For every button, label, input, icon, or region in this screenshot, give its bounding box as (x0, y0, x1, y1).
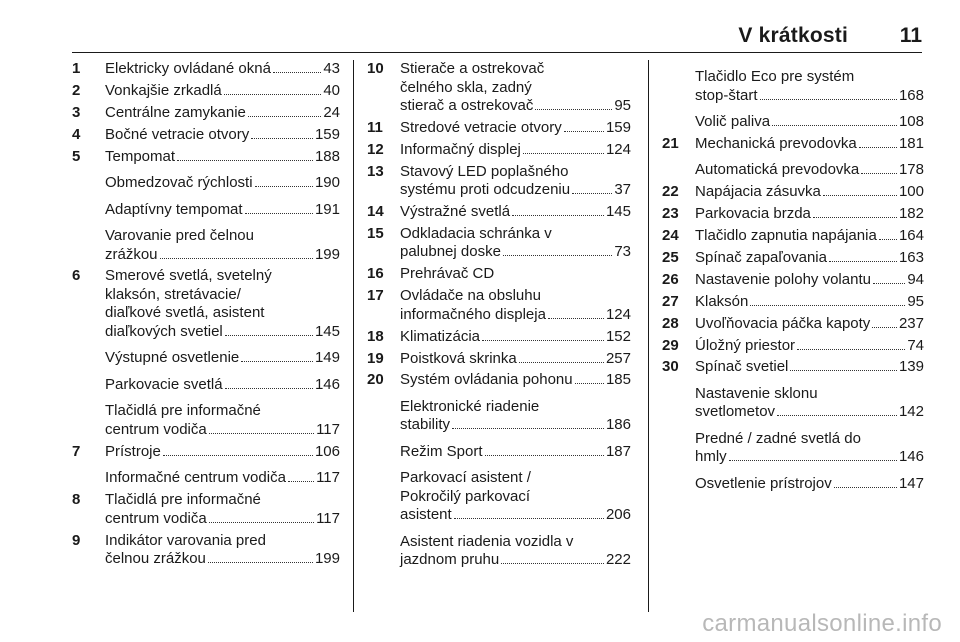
entry-text: Smerové svetlá, svetelný (105, 267, 272, 285)
entry-text: čelného skla, zadný (400, 78, 532, 96)
item-number: 12 (367, 140, 384, 158)
page-reference: 95 (614, 97, 631, 114)
entry-text: Odkladacia schránka v (400, 224, 552, 242)
index-entry (367, 265, 631, 284)
index-entry (72, 376, 340, 395)
entry-text: Klaksón (695, 292, 749, 310)
dot-leader (873, 283, 905, 284)
dot-leader (163, 455, 313, 456)
entry-text: čelnou zrážkou (105, 550, 206, 568)
dot-leader (288, 481, 314, 482)
index-entry (72, 60, 340, 79)
item-number: 14 (367, 203, 384, 221)
entry-text: Tlačidlá pre informačné (105, 491, 261, 509)
page-reference: 182 (898, 205, 924, 223)
entry-text: Volič paliva (695, 113, 771, 130)
entry-text: Informačné centrum vodiča (105, 469, 286, 487)
index-entry (662, 249, 924, 268)
item-number: 1 (72, 60, 81, 77)
dot-leader (777, 415, 897, 416)
index-entry (662, 135, 924, 154)
page-reference: 100 (898, 183, 924, 201)
entry-text: Elektronické riadenie (400, 397, 540, 415)
entry-text: Varovanie pred čelnou (105, 227, 254, 245)
item-number: 3 (72, 103, 81, 121)
page-reference: 117 (316, 509, 340, 527)
entry-text: Centrálne zamykanie (105, 103, 246, 121)
entry-text: Elektricky ovládané okná (105, 60, 271, 77)
dot-leader (564, 131, 604, 132)
dot-leader (512, 215, 604, 216)
page-reference: 199 (314, 550, 340, 568)
index-entry (72, 469, 340, 488)
index-entry (367, 371, 631, 390)
index-entry (662, 205, 924, 224)
index-entry (367, 119, 631, 138)
index-entry (367, 60, 631, 116)
item-number: 26 (662, 270, 679, 288)
page-reference: 147 (898, 474, 924, 492)
dot-leader (861, 173, 897, 174)
page-number: 11 (899, 24, 922, 47)
dot-leader (729, 460, 897, 461)
dot-leader (772, 125, 897, 126)
dot-leader (750, 305, 905, 306)
header-rule (72, 52, 922, 53)
entry-text: stierač a ostrekovač (400, 97, 534, 114)
dot-leader (454, 518, 604, 519)
item-number: 21 (662, 134, 679, 152)
entry-text: Indikátor varovania pred (105, 531, 266, 549)
entry-text: Osvetlenie prístrojov (695, 474, 832, 492)
dot-leader (572, 193, 612, 194)
column-2 (367, 60, 631, 573)
entry-text: palubnej doske (400, 243, 501, 261)
page-reference: 95 (907, 292, 924, 310)
item-number: 18 (367, 327, 384, 345)
index-entry (367, 141, 631, 160)
entry-text: Spínač svetiel (695, 358, 789, 376)
index-entry (367, 350, 631, 369)
page-reference: 37 (614, 181, 631, 199)
dot-leader (255, 186, 313, 187)
dot-leader (797, 349, 905, 350)
page-reference: 168 (898, 86, 924, 104)
index-entry (662, 475, 924, 494)
entry-text: Vonkajšie zrkadlá (105, 81, 222, 99)
index-entry (72, 491, 340, 528)
item-number: 17 (367, 287, 384, 305)
entry-text: stability (400, 416, 451, 434)
index-entry (367, 398, 631, 435)
page-reference: 73 (614, 243, 631, 261)
entry-text: Automatická prevodovka (695, 161, 860, 179)
entry-text: Prehrávač CD (400, 265, 495, 283)
page-reference: 199 (314, 245, 340, 263)
item-number: 19 (367, 349, 384, 367)
column-divider-1 (353, 60, 354, 612)
entry-text: Napájacia zásuvka (695, 183, 821, 201)
entry-text: informačného displeja (400, 305, 546, 323)
entry-text: zrážkou (105, 245, 158, 263)
index-entry (662, 430, 924, 467)
item-number: 4 (72, 125, 81, 143)
dot-leader (829, 261, 897, 262)
page-reference: 187 (605, 442, 631, 460)
dot-leader (224, 94, 322, 95)
index-entry (662, 385, 924, 422)
dot-leader (225, 388, 313, 389)
page-reference: 257 (605, 349, 631, 367)
page-reference: 24 (323, 103, 340, 121)
dot-leader (241, 361, 313, 362)
entry-text: Asistent riadenia vozidla v (400, 532, 574, 550)
item-number: 28 (662, 314, 679, 332)
entry-text: Predné / zadné svetlá do (695, 429, 861, 447)
dot-leader (160, 258, 313, 259)
page-reference: 139 (898, 358, 924, 376)
entry-text: jazdnom pruhu (400, 551, 500, 569)
item-number: 6 (72, 267, 81, 285)
entry-text: hmly (695, 448, 727, 466)
index-entry (367, 469, 631, 525)
page-reference: 152 (605, 327, 631, 345)
page-reference: 145 (605, 203, 631, 221)
entry-text: Nastavenie polohy volantu (695, 270, 871, 288)
page-reference: 124 (605, 140, 631, 158)
index-entry (662, 68, 924, 105)
dot-leader (251, 138, 313, 139)
entry-text: stop-štart (695, 86, 758, 104)
dot-leader (834, 487, 897, 488)
dot-leader (790, 370, 897, 371)
index-entry (662, 315, 924, 334)
entry-text: centrum vodiča (105, 509, 207, 527)
index-entry (72, 532, 340, 569)
page-reference: 163 (898, 248, 924, 266)
entry-text: systému proti odcudzeniu (400, 181, 571, 199)
entry-text: Ovládače na obsluhu (400, 287, 541, 305)
page-reference: 146 (898, 448, 924, 466)
dot-leader (208, 562, 313, 563)
dot-leader (872, 327, 897, 328)
page-reference: 142 (898, 403, 924, 421)
section-title: V krátkosti (738, 24, 848, 47)
column-1 (72, 60, 340, 572)
item-number: 13 (367, 162, 384, 180)
item-number: 24 (662, 227, 679, 245)
page-reference: 106 (314, 442, 340, 460)
entry-text: Spínač zapaľovania (695, 248, 827, 266)
dot-leader (760, 99, 897, 100)
page-reference: 43 (323, 60, 340, 77)
entry-text: Stredové vetracie otvory (400, 118, 562, 136)
page-reference: 124 (605, 305, 631, 323)
dot-leader (177, 160, 313, 161)
item-number: 20 (367, 371, 384, 389)
entry-text: Poistková skrinka (400, 349, 517, 367)
entry-text: Adaptívny tempomat (105, 200, 243, 218)
item-number: 15 (367, 224, 384, 242)
page-reference: 146 (314, 375, 340, 393)
item-number: 29 (662, 336, 679, 354)
entry-text: Tempomat (105, 147, 176, 165)
item-number: 23 (662, 205, 679, 223)
entry-text: Parkovací asistent / (400, 469, 531, 487)
item-number: 10 (367, 60, 384, 77)
page-reference: 117 (316, 469, 340, 487)
index-entry (72, 82, 340, 101)
entry-text: Informačný displej (400, 140, 521, 158)
index-entry (367, 328, 631, 347)
page-reference: 185 (605, 371, 631, 389)
dot-leader (273, 72, 321, 73)
page-reference: 159 (605, 118, 631, 136)
entry-text: Bočné vetracie otvory (105, 125, 250, 143)
index-entry (367, 163, 631, 200)
dot-leader (452, 428, 604, 429)
entry-text: Stavový LED poplašného (400, 162, 569, 180)
index-entry (72, 349, 340, 368)
entry-text: Uvoľňovacia páčka kapoty (695, 314, 871, 332)
entry-text: Klimatizácia (400, 327, 481, 345)
index-entry (367, 203, 631, 222)
dot-leader (859, 147, 897, 148)
dot-leader (548, 318, 604, 319)
column-divider-2 (648, 60, 649, 612)
entry-text: Výstražné svetlá (400, 203, 511, 221)
dot-leader (485, 455, 604, 456)
page-reference: 40 (323, 81, 340, 99)
dot-leader (523, 153, 604, 154)
entry-text: Tlačidlo Eco pre systém (695, 68, 855, 85)
dot-leader (519, 362, 604, 363)
page-reference: 188 (314, 147, 340, 165)
index-entry (72, 402, 340, 439)
page-reference: 181 (898, 134, 924, 152)
page-reference: 164 (898, 227, 924, 245)
item-number: 16 (367, 265, 384, 283)
dot-leader (209, 522, 314, 523)
index-entry (662, 113, 924, 132)
page-reference: 108 (898, 113, 924, 130)
dot-leader (575, 383, 604, 384)
entry-text: Parkovacie svetlá (105, 375, 223, 393)
index-entry (662, 183, 924, 202)
item-number: 8 (72, 491, 81, 509)
index-entry (72, 267, 340, 341)
entry-text: Obmedzovač rýchlosti (105, 174, 253, 192)
entry-text: Výstupné osvetlenie (105, 349, 240, 367)
index-entry (367, 287, 631, 324)
entry-text: Nastavenie sklonu (695, 384, 818, 402)
dot-leader (245, 213, 313, 214)
entry-text: svetlometov (695, 403, 776, 421)
index-entry (662, 271, 924, 290)
dot-leader (501, 563, 604, 564)
entry-text: asistent (400, 506, 452, 524)
index-entry (662, 293, 924, 312)
index-entry (72, 443, 340, 462)
index-entry (72, 104, 340, 123)
entry-text: centrum vodiča (105, 420, 207, 438)
dot-leader (225, 335, 313, 336)
index-entry (662, 227, 924, 246)
index-entry (662, 358, 924, 377)
page-reference: 222 (605, 551, 631, 569)
page-reference: 149 (314, 349, 340, 367)
item-number: 30 (662, 358, 679, 376)
dot-leader (503, 255, 612, 256)
page-reference: 145 (314, 322, 340, 340)
page-reference: 117 (316, 420, 340, 438)
dot-leader (248, 116, 321, 117)
index-entry (72, 174, 340, 193)
item-number: 27 (662, 292, 679, 310)
index-entry (367, 533, 631, 570)
entry-text: Mechanická prevodovka (695, 134, 857, 152)
item-number: 22 (662, 183, 679, 201)
column-3 (662, 60, 924, 497)
page-reference: 74 (907, 336, 924, 354)
index-entry (367, 225, 631, 262)
entry-text: Režim Sport (400, 442, 483, 460)
page-reference: 190 (314, 174, 340, 192)
index-entry (367, 443, 631, 462)
index-entry (72, 126, 340, 145)
page-reference: 94 (907, 270, 924, 288)
index-entry (72, 201, 340, 220)
page-reference: 159 (314, 125, 340, 143)
dot-leader (482, 340, 604, 341)
item-number: 11 (367, 118, 383, 136)
entry-text: diaľkové svetlá, asistent (105, 304, 265, 322)
item-number: 2 (72, 81, 81, 99)
index-entry (72, 148, 340, 167)
dot-leader (813, 217, 897, 218)
entry-text: Parkovacia brzda (695, 205, 811, 223)
index-entry (662, 337, 924, 356)
entry-text: diaľkových svetiel (105, 322, 223, 340)
entry-text: Úložný priestor (695, 336, 796, 354)
page-reference: 186 (605, 416, 631, 434)
entry-text: Stierače a ostrekovač (400, 60, 545, 77)
entry-text: Tlačidlá pre informačné (105, 402, 261, 420)
page-reference: 191 (314, 200, 340, 218)
watermark: carmanualsonline.info (702, 610, 942, 637)
page-reference: 206 (605, 506, 631, 524)
page-header (0, 0, 960, 54)
entry-text: Systém ovládania pohonu (400, 371, 573, 389)
dot-leader (209, 433, 314, 434)
item-number: 9 (72, 531, 81, 549)
dot-leader (823, 195, 897, 196)
index-entry (662, 161, 924, 180)
page-reference: 237 (898, 314, 924, 332)
entry-text: klaksón, stretávacie/ (105, 285, 241, 303)
dot-leader (535, 109, 612, 110)
entry-text: Prístroje (105, 442, 161, 460)
entry-text: Tlačidlo zapnutia napájania (695, 227, 877, 245)
entry-text: Pokročilý parkovací (400, 487, 531, 505)
dot-leader (879, 239, 897, 240)
item-number: 25 (662, 248, 679, 266)
item-number: 5 (72, 147, 81, 165)
index-entry (72, 227, 340, 264)
item-number: 7 (72, 442, 81, 460)
page-reference: 178 (898, 161, 924, 179)
